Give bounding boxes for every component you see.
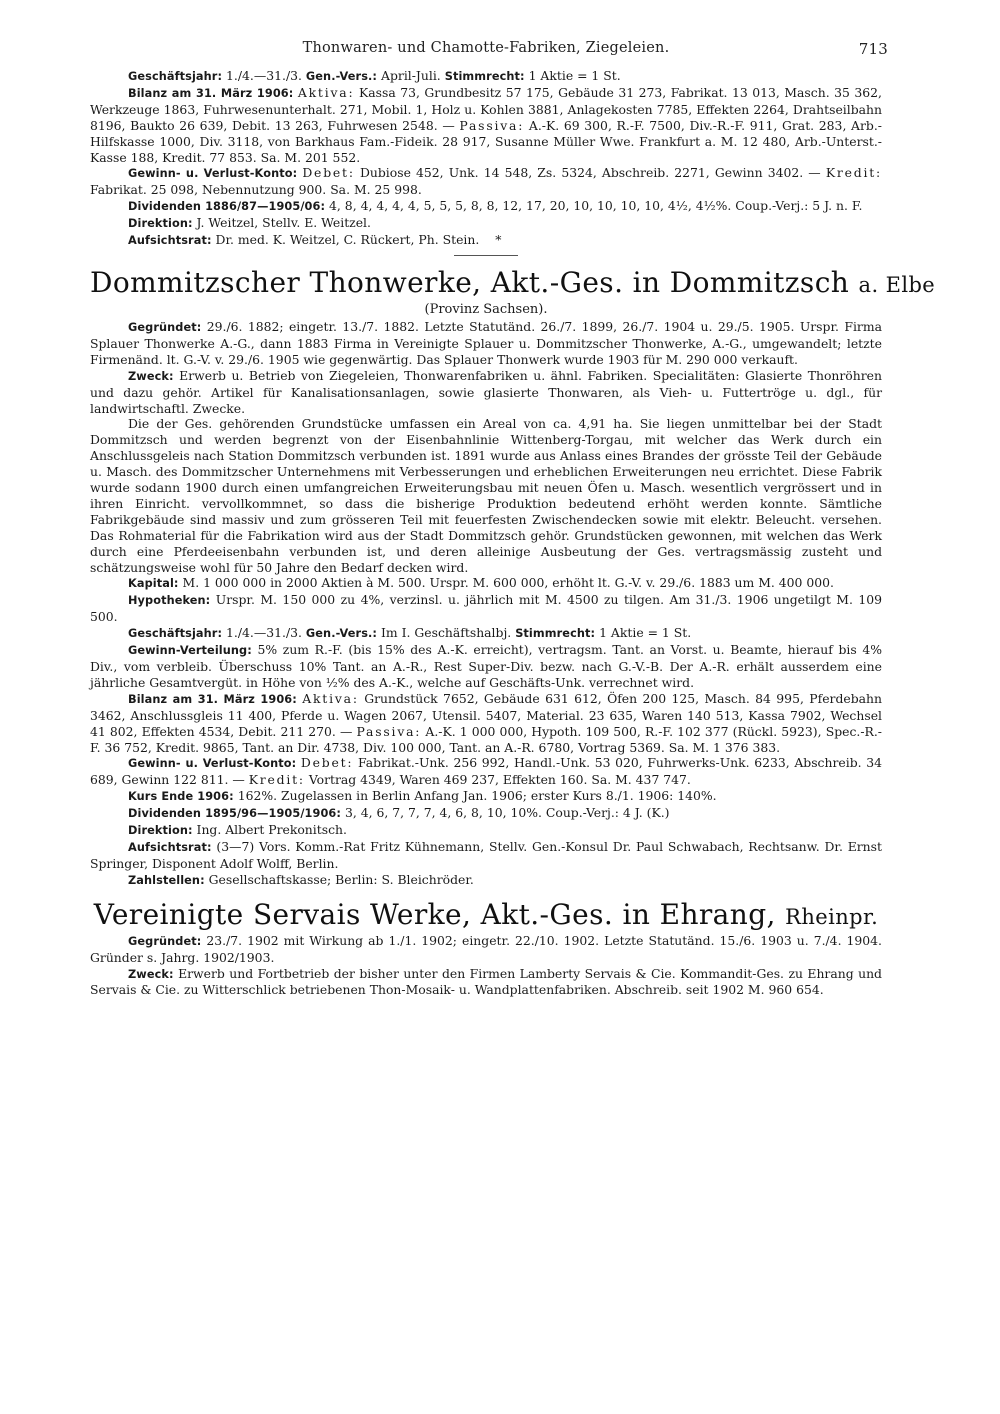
business-year-paragraph: Geschäftsjahr: 1./4.—31./3. Gen.-Vers.: Im I. Geschäftshalbj. Stimmrecht: 1 Aktie = 1 St. <box>128 625 692 641</box>
company-title: Vereinigte Servais Werke, Akt.-Ges. in Ehrang, Rheinpr. <box>93 897 879 931</box>
prev-bilanz: Bilanz am 31. März 1906: Aktiva: Kassa 73, Grundbesitz 57 175, Gebäude 31 273, Fabrikat. 13 013, Masch. 35 362, Werkzeuge 1863, Fuhrwesenunterhalt. 271, Mobil. 1, Holz u. Kohlen 3881, Anlagekosten 7785, Effekten 2264, Drahtseilbahn 8196, Baukto 26 639, Debit. 13 263, Fuhrwesen 2548. — Passiva: A.-K. 69 300, R.-F. 7500, Div.-R.-F. 911, Grat. 283, Arb.-Hilfskasse 1000, Div. 3118, von Barkhaus Fam.-Fideik. 28 917, Susanne Müller Wwe. Frankfurt a. M. 12 480, Arb.-Unterst.-Kasse 188, Kredit. 77 853. Sa. M. 201 552. <box>90 84 882 165</box>
prev-aufsichtsrat: Aufsichtsrat: Dr. med. K. Weitzel, C. Rückert, Ph. Stein. * <box>128 232 502 248</box>
supervisory-board-paragraph: Aufsichtsrat: (3—7) Vors. Komm.-Rat Fritz Kühnemann, Stellv. Gen.-Konsul Dr. Paul Schwabach, Rechtsanw. Dr. Ernst Springer, Disponent Adolf Wolff, Berlin. <box>90 838 882 871</box>
company-entry-servais <box>90 899 882 999</box>
prev-direktion: Direktion: J. Weitzel, Stellv. E. Weitzel. <box>128 215 371 231</box>
founded-paragraph: Gegründet: 23./7. 1902 mit Wirkung ab 1./1. 1902; eingetr. 22./10. 1902. Letzte Statutänd. 15./6. 1903 u. 7./4. 1904. Gründer s. Jahrg. 1902/1903. <box>90 932 882 965</box>
balance-sheet-paragraph: Bilanz am 31. März 1906: Aktiva: Grundstück 7652, Gebäude 631 612, Öfen 200 125, Masch. 84 995, Pferdebahn 3462, Anschlussgleis 11 400, Pferde u. Wagen 2067, Utensil. 5407, Material. 23 635, Waren 140 513, Kassa 7902, Wechsel 41 802, Effekten 4534, Debit. 211 270. — Passiva: A.-K. 1 000 000, Hypoth. 109 500, R.-F. 102 377 (Rückl. 5923), Spec.-R.-F. 36 752, Kredit. 9865, Tant. an Dir. 4738, Div. 100 000, Tant. an A.-R. 6780, Vortrag 5369. Sa. M. 1 376 383. <box>90 690 882 755</box>
prev-geschaeftsjahr: Geschäftsjahr: 1./4.—31./3. Gen.-Vers.: April-Juli. Stimmrecht: 1 Aktie = 1 St. <box>128 68 621 83</box>
previous-company-entry <box>90 68 882 249</box>
management-paragraph: Direktion: Ing. Albert Prekonitsch. <box>128 822 347 838</box>
mortgages-paragraph: Hypotheken: Urspr. M. 150 000 zu 4%, verzinsl. u. jährlich mit M. 4500 zu tilgen. Am 31./3. 1906 ungetilgt M. 109 500. <box>90 592 882 625</box>
profit-distribution-paragraph: Gewinn-Verteilung: 5% zum R.-F. (bis 15% des A.-K. erreicht), vertragsm. Tant. an Vorst. u. Beamte, hierauf bis 4% Div., vom verbleib. Überschuss 10% Tant. an A.-R., Rest Super-Div. bezw. nach G.-V.-B. Der A.-R. erhält ausserdem eine jährliche Gesamtvergüt. in Höhe von ½% des A.-K., welche auf Geschäfts-Unk. verrechnet wird. <box>90 642 882 690</box>
asterisk-mark: * <box>495 232 502 248</box>
founded-paragraph: Gegründet: 29./6. 1882; eingetr. 13./7. 1882. Letzte Statutänd. 26./7. 1899, 26./7. 1904 u. 29./5. 1905. Urspr. Firma Splauer Thonwerke A.-G., dann 1883 Firma in Vereinigte Splauer u. Dommitzscher Thonwerke, A.-G., umgewandelt; letzte Firmenänd. lt. G.-V. v. 29./6. 1905 wie gegenwärtig. Das Splauer Thonwerk wurde 1903 für M. 290 000 verkauft. <box>90 318 882 367</box>
dividends-paragraph: Dividenden 1895/96—1905/1906: 3, 4, 6, 7, 7, 7, 4, 6, 8, 10, 10%. Coup.-Verj.: 4 J. (K.) <box>128 805 670 821</box>
running-title: Thonwaren- und Chamotte-Fabriken, Ziegeleien. <box>302 40 670 56</box>
company-entry-dommitzsch <box>90 265 936 889</box>
purpose-paragraph: Zweck: Erwerb und Fortbetrieb der bisher unter den Firmen Lamberty Servais & Cie. Kommandit-Ges. zu Ehrang und Servais & Cie. zu Witterschlick betriebenen Thon-Mosaik- u. Wandplattenfabriken. Abschreib. seit 1902 M. 960 654. <box>90 965 882 998</box>
company-region: (Provinz Sachsen). <box>424 301 548 317</box>
description-paragraph: Die der Ges. gehörenden Grundstücke umfassen ein Areal von ca. 4,91 ha. Sie liegen unmittelbar bei der Stadt Dommitzsch und werden begrenzt von der Eisenbahnlinie Wittenberg-Torgau, mit welcher das Werk durch ein Anschlussgeleis nach Station Dommitzsch verbunden ist. 1891 wurde aus Anlass eines Brandes der grösste Teil der Gebäude u. Masch. des Dommitzscher Unternehmens mit Verbesserungen und erheblichen Erweiterungen neu errichtet. Diese Fabrik wurde sodann 1900 durch einen umfangreichen Erweiterungsbau mit neuen Öfen u. Masch. wesentlich vergrössert und in ihren Einricht. vervollkommnet, so dass die bisherige Produktion bedeutend erhöht werden konnte. Sämtliche Fabrikgebäude sind massiv und zum grösseren Teil mit feuerfesten Zwischendecken sowie mit elektr. Beleucht. versehen. Das Rohmaterial für die Fabrikation wird aus der Stadt Dommitzsch gehör. Grundstücken gewonnen, mit welchen das Werk durch eine Pferdeeisenbahn verbunden ist, und deren alleinige Ausbeutung der Ges. vertragsmässig zusteht und schätzungsweise wohl für 50 Jahre den Bedarf decken wird. <box>90 416 882 575</box>
section-divider <box>454 255 518 256</box>
page-number: 713 <box>858 40 888 58</box>
prev-dividenden: Dividenden 1886/87—1905/06: 4, 8, 4, 4, 4, 4, 5, 5, 5, 8, 8, 12, 17, 20, 10, 10, 10, 10, 4½, 4½%. Coup.-Verj.: 5 J. n. F. <box>128 198 863 214</box>
prev-gewinn-verlust: Gewinn- u. Verlust-Konto: Debet: Dubiose 452, Unk. 14 548, Zs. 5324, Abschreib. 2271, Gewinn 3402. — Kredit: Fabrikat. 25 098, Nebennutzung 900. Sa. M. 25 998. <box>90 165 882 198</box>
running-header <box>90 40 888 68</box>
stock-price-paragraph: Kurs Ende 1906: 162%. Zugelassen in Berlin Anfang Jan. 1906; erster Kurs 8./1. 1906: 140%. <box>128 788 717 804</box>
capital-paragraph: Kapital: M. 1 000 000 in 2000 Aktien à M. 500. Urspr. M. 600 000, erhöht lt. G.-V. v. 29./6. 1883 um M. 400 000. <box>128 575 834 591</box>
profit-loss-paragraph: Gewinn- u. Verlust-Konto: Debet: Fabrikat.-Unk. 256 992, Handl.-Unk. 53 020, Fuhrwerks-Unk. 6233, Abschreib. 34 689, Gewinn 122 811. — Kredit: Vortrag 4349, Waren 469 237, Effekten 160. Sa. M. 437 747. <box>90 755 882 788</box>
paying-agents-paragraph: Zahlstellen: Gesellschaftskasse; Berlin: S. Bleichröder. <box>128 871 474 887</box>
company-title: Dommitzscher Thonwerke, Akt.-Ges. in Dommitzsch a. Elbe <box>90 265 936 299</box>
purpose-paragraph: Zweck: Erwerb u. Betrieb von Ziegeleien, Thonwarenfabriken u. ähnl. Fabriken. Specialitäten: Glasierte Thonröhren und dazu gehör. Artikel für Kanalisationsanlagen, sowie glasierte Thonwaren, als Vieh- u. Futtertröge u. dgl., für landwirtschaftl. Zwecke. <box>90 367 882 416</box>
